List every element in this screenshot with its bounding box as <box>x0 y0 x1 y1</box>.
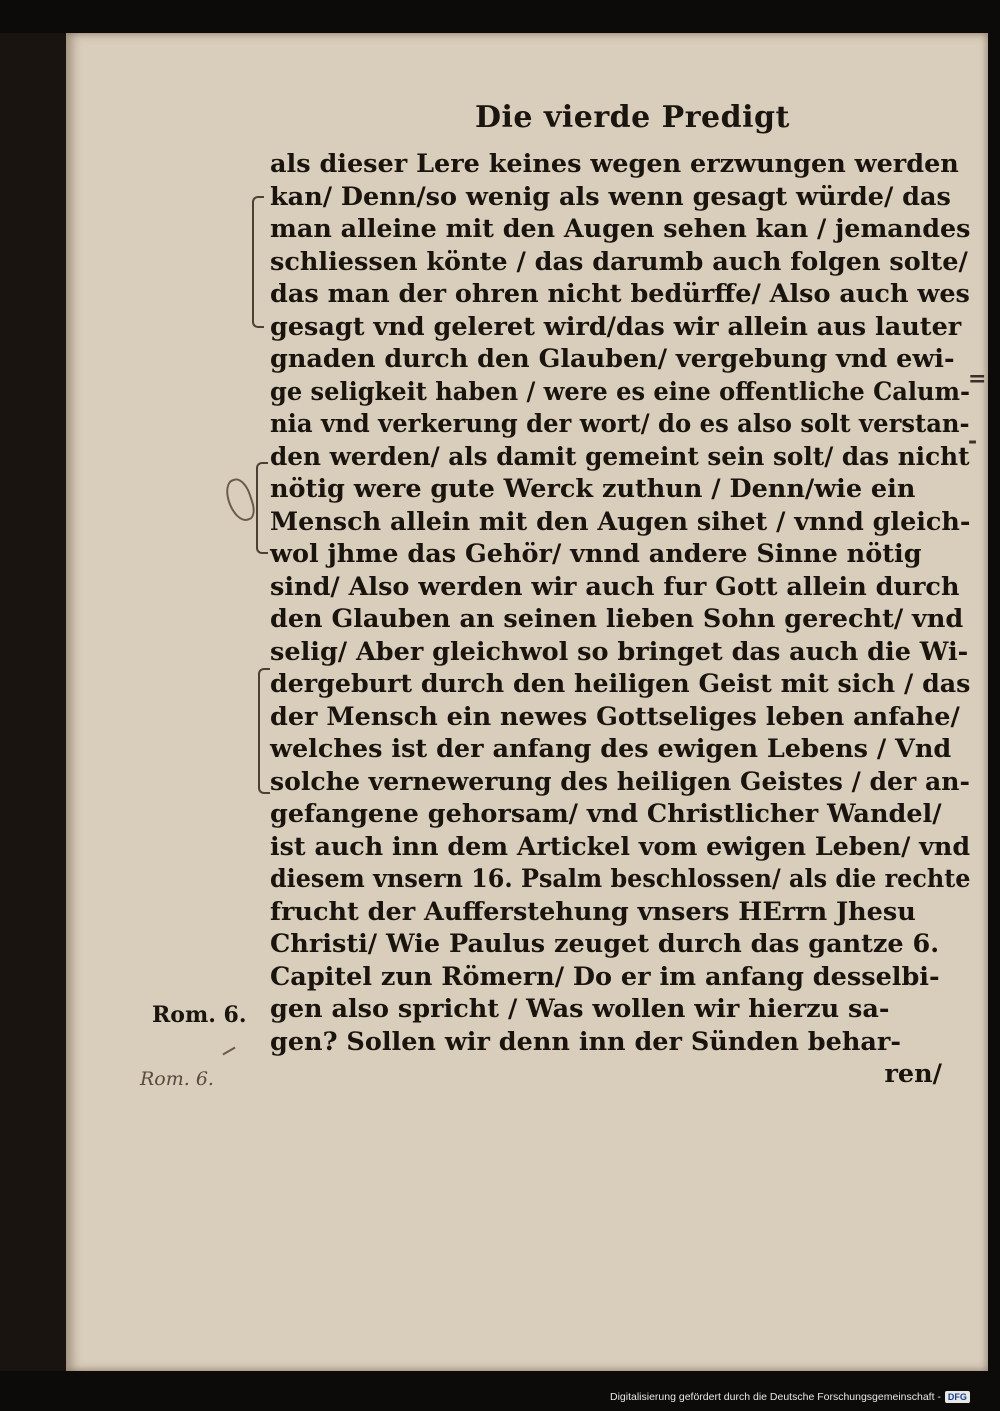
footer <box>610 1391 970 1403</box>
margin-dash: - <box>968 428 978 454</box>
text-line: den werden/ als damit gemeint sein solt/ das nicht <box>270 441 970 472</box>
text-line: Mensch allein mit den Augen sihet / vnnd gleich- <box>270 506 971 537</box>
body-text <box>270 148 970 1091</box>
text-line: wol jhme das Gehör/ vnnd andere Sinne nötig <box>270 539 922 569</box>
text-line: Christi/ Wie Paulus zeuget durch das gantze 6. <box>270 929 940 959</box>
text-line: diesem vnsern 16. Psalm beschlossen/ als die rechte <box>270 864 971 894</box>
text-line: sind/ Also werden wir auch fur Gott allein durch <box>270 571 960 602</box>
text-line: gen also spricht / Was wollen wir hierzu sa- <box>270 994 890 1024</box>
margin-bracket <box>252 196 264 328</box>
text-line: welches ist der anfang des ewigen Lebens / Vnd <box>270 734 952 764</box>
text-line: gefangene gehorsam/ vnd Christlicher Wandel/ <box>270 799 942 829</box>
text-line: dergeburt durch den heiligen Geist mit sich / das <box>270 669 971 699</box>
text-line: den Glauben an seinen lieben Sohn gerecht/ vnd <box>270 604 964 634</box>
text-line: frucht der Aufferstehung vnsers HErrn Jhesu <box>270 896 916 927</box>
text-line: ge seligkeit haben / were es eine offentliche Calum- <box>270 376 971 407</box>
text-line: kan/ Denn/so wenig als wenn gesagt würde/ das <box>270 181 951 212</box>
footer-credit: Digitalisierung gefördert durch die Deutsche Forschungsgemeinschaft - <box>610 1391 941 1403</box>
text-line: schliessen könte / das darumb auch folgen solte/ <box>270 246 968 277</box>
text-line: selig/ Aber gleichwol so bringet das auch die Wi- <box>270 636 969 667</box>
margin-dash: = <box>968 366 987 392</box>
margin-note-printed: Rom. 6. <box>152 1002 247 1028</box>
running-head: Die vierde Predigt <box>475 100 790 135</box>
text-line: nötig were gute Werck zuthun / Denn/wie ein <box>270 474 916 504</box>
text-line: das man der ohren nicht bedürffe/ Also auch wes <box>270 279 970 309</box>
text-line: gen? Sollen wir denn inn der Sünden behar- <box>270 1026 901 1057</box>
text-line: Capitel zun Römern/ Do er im anfang desselbi- <box>270 961 940 992</box>
text-line: als dieser Lere keines wegen erzwungen werden <box>270 149 959 179</box>
text-line: man alleine mit den Augen sehen kan / jemandes <box>270 214 971 244</box>
text-line: ren/ <box>884 1059 942 1089</box>
text-line: ist auch inn dem Artickel vom ewigen Leben/ vnd <box>270 831 971 862</box>
margin-note-handwritten: Rom. 6. <box>140 1068 214 1090</box>
dfg-logo-icon: DFG <box>945 1391 970 1403</box>
margin-bracket <box>258 668 270 794</box>
text-line: nia vnd verkerung der wort/ do es also solt verstan- <box>270 409 970 439</box>
text-line: gesagt vnd geleret wird/das wir allein aus lauter <box>270 311 962 342</box>
scan-background <box>0 33 66 1371</box>
text-line: solche vernewerung des heiligen Geistes / der an- <box>270 766 970 797</box>
text-line: der Mensch ein newes Gottseliges leben anfahe/ <box>270 701 960 732</box>
margin-bracket <box>256 462 268 554</box>
text-line: gnaden durch den Glauben/ vergebung vnd ewi- <box>270 344 955 374</box>
